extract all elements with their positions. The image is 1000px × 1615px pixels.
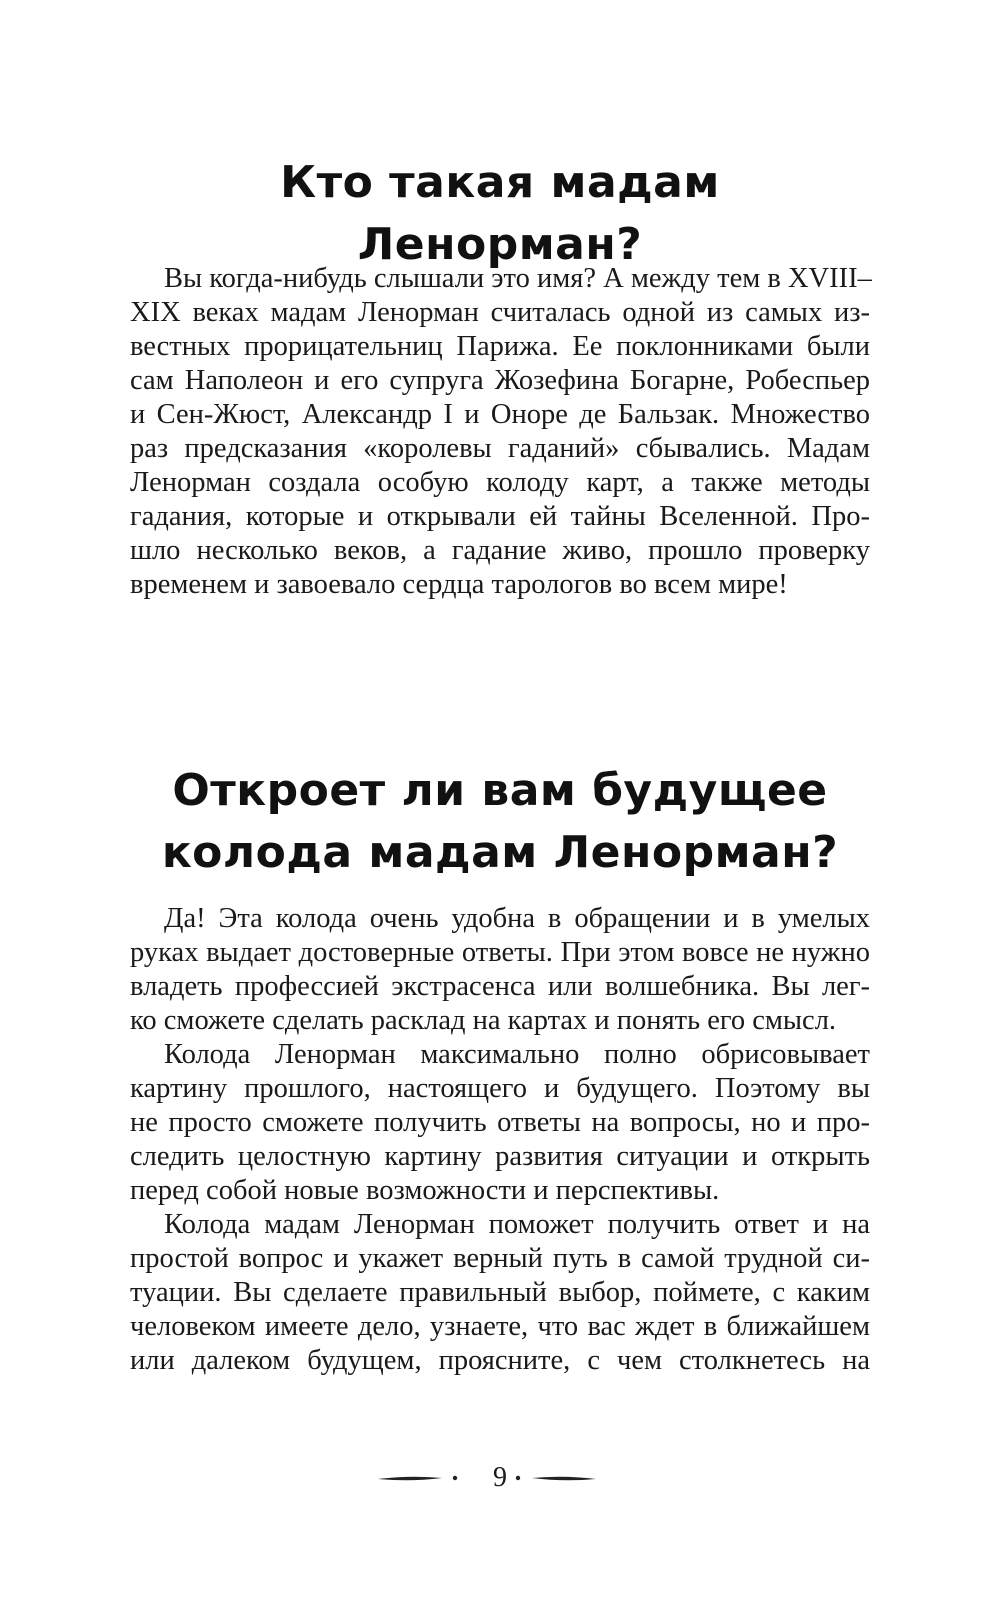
- heading-line: колода мадам Ленорман?: [161, 827, 839, 878]
- section-heading-2: [130, 760, 870, 884]
- text-line: туации. Вы сделаете правильный выбор, поймете, с каким: [130, 1277, 870, 1308]
- section2-paragraph-1: [130, 902, 870, 1038]
- text-line: ко сможете сделать расклад на картах и понять его смысл.: [130, 1005, 837, 1036]
- text-line: человеком имеете дело, узнаете, что вас ждет в ближайшем: [130, 1311, 870, 1342]
- section1-paragraph: [130, 262, 870, 602]
- text-line: Колода Ленорман максимально полно обрисовывает: [164, 1039, 870, 1070]
- text-line: временем и завоевало сердца тарологов во всем мире!: [130, 569, 788, 600]
- text-line: или далеком будущем, проясните, с чем столкнетесь на: [130, 1345, 870, 1376]
- text-line: XIX веках мадам Ленорман считалась одной из самых из-: [130, 297, 870, 328]
- text-line: Да! Эта колода очень удобна в обращении и в умелых: [164, 903, 870, 934]
- text-line: руках выдает достоверные ответы. При этом вовсе не нужно: [130, 937, 870, 968]
- section-heading: Кто такая мадам Ленорман?: [280, 157, 720, 270]
- text-line: раз предсказания «королевы гаданий» сбывались. Мадам: [130, 433, 870, 464]
- text-line: шло несколько веков, а гадание живо, прошло проверку: [130, 535, 870, 566]
- section2-paragraph-2: [130, 1038, 870, 1208]
- text-line: картину прошлого, настоящего и будущего. Поэтому вы: [130, 1073, 870, 1104]
- text-line: владеть профессией экстрасенса или волшебника. Вы лег-: [130, 971, 870, 1002]
- page-number: 9: [493, 1462, 507, 1493]
- text-line: вестных прорицательниц Парижа. Ее поклонниками были: [130, 331, 870, 362]
- text-line: сам Наполеон и его супруга Жозефина Богарне, Робеспьер: [130, 365, 870, 396]
- text-line: простой вопрос и укажет верный путь в самой трудной си-: [130, 1243, 870, 1274]
- text-line: Колода мадам Ленорман поможет получить ответ и на: [164, 1209, 870, 1240]
- heading-line: Откроет ли вам будущее: [172, 765, 828, 816]
- section2-paragraph-3: [130, 1208, 870, 1378]
- text-line: следить целостную картину развития ситуации и открыть: [130, 1141, 870, 1172]
- text-line: гадания, которые и открывали ей тайны Вселенной. Про-: [130, 501, 870, 532]
- text-line: Ленорман создала особую колоду карт, а также методы: [130, 467, 870, 498]
- page-footer: [0, 1460, 1000, 1496]
- text-line: не просто сможете получить ответы на вопросы, но и про-: [130, 1107, 870, 1138]
- text-line: перед собой новые возможности и перспективы.: [130, 1175, 720, 1206]
- text-line: Вы когда-нибудь слышали это имя? А между тем в XVIII–: [164, 263, 872, 294]
- text-line: и Сен-Жюст, Александр I и Оноре де Бальзак. Множество: [130, 399, 870, 430]
